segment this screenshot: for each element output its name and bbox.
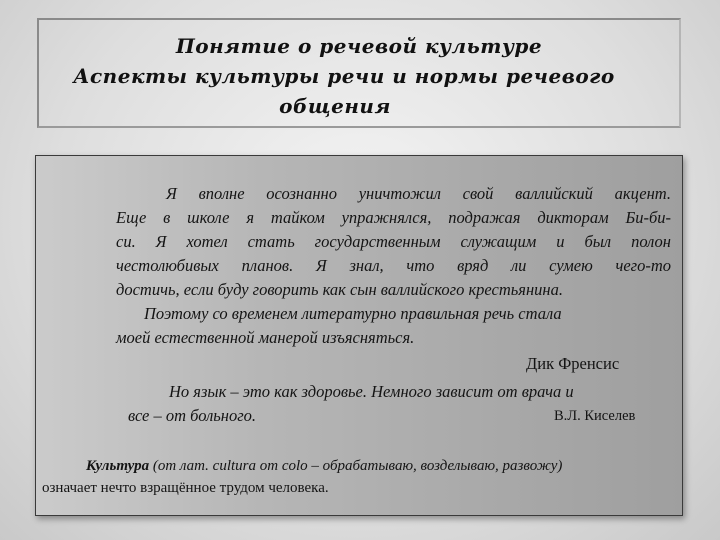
quote1-author: Дик Френсис: [526, 354, 620, 373]
quote2-author: В.Л. Киселев: [554, 408, 636, 424]
definition-line-1: [86, 458, 562, 475]
quote1-line-7: моей естественной манерой изъясняться.: [116, 328, 415, 347]
quote1-line-2: Еще в школе я тайком упражнялся, подражая дикторам Би-би-: [116, 208, 671, 227]
quote2-line-2: все – от больного.: [128, 406, 257, 425]
definition-term: Культура: [86, 458, 150, 474]
quote1-line-1: Я вполне осознанно уничтожил свой валлийский акцент.: [166, 184, 671, 203]
title-box: [37, 18, 681, 128]
definition-etymology: (от лат. cultura от colo – обрабатываю, возделываю, развожу): [149, 458, 563, 474]
quote2-line-1: Но язык – это как здоровье. Немного зависит от врача и: [169, 382, 574, 401]
quote1-line-6: Поэтому со временем литературно правильная речь стала: [144, 304, 562, 323]
quote1-line-4: честолюбивых планов. Я знал, что вряд ли сумею чего-то: [116, 256, 671, 275]
page-title-line-2: Аспекты культуры речи и нормы речевого: [73, 64, 615, 88]
quote1-line-5: достичь, если буду говорить как сын валлийского крестьянина.: [116, 280, 563, 299]
quote1-line-3: си. Я хотел стать государственным служащим и был полон: [116, 232, 671, 251]
content-box: [35, 155, 683, 516]
page-title-line-1: Понятие о речевой культуре: [175, 34, 543, 58]
definition-line-2: означает нечто взращённое трудом человека.: [42, 480, 329, 496]
page-title-line-3: общения: [279, 94, 391, 118]
